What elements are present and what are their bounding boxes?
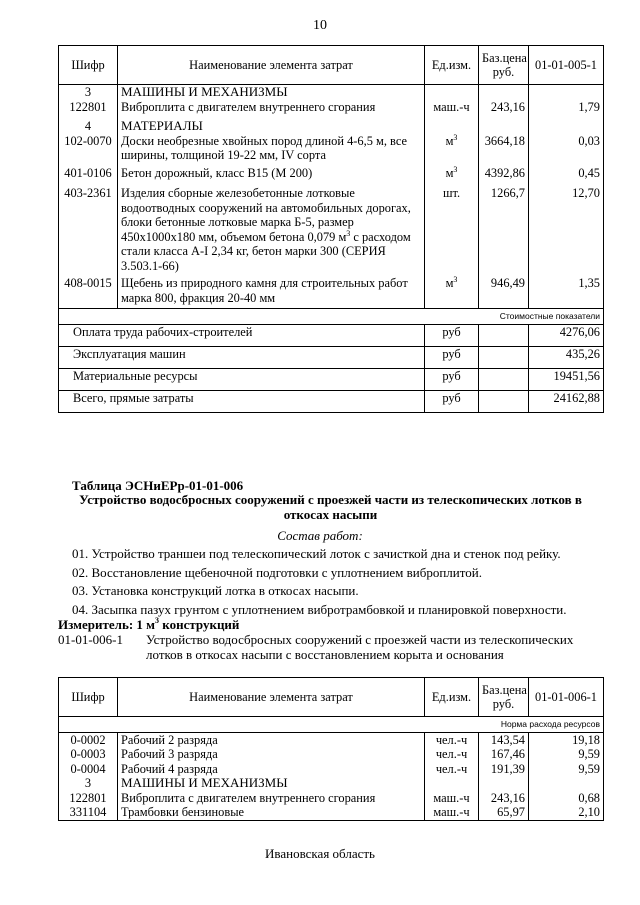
resource-quantity: 19,18: [529, 732, 604, 747]
work-item: 02. Восстановление щебеночной подготовки с уплотнением виброплитой.: [72, 564, 482, 580]
resource-quantity: 12,70: [529, 186, 604, 276]
resource-row: [59, 747, 604, 762]
total-label: Материальные ресурсы: [59, 368, 425, 390]
resource-table-1: [58, 45, 604, 413]
resource-name: Бетон дорожный, класс В15 (М 200): [118, 166, 425, 187]
empty-cell: [479, 776, 529, 791]
col-unit-header: Ед.изм.: [425, 46, 479, 85]
resource-unit: $м^3$: [425, 134, 479, 166]
work-item: 01. Устройство траншеи под телескопический лоток с зачисткой дна и стенок под рейку.: [72, 546, 561, 561]
band-label: Норма расхода ресурсов: [59, 717, 604, 733]
resource-price: 65,97: [479, 805, 529, 820]
resource-row: [59, 762, 604, 777]
empty-cell: [479, 390, 529, 412]
section-name: МАТЕРИАЛЫ: [118, 119, 425, 134]
total-unit: руб: [425, 390, 479, 412]
works-list: [72, 545, 567, 619]
resource-code: 122801: [59, 791, 118, 806]
empty-cell: [479, 368, 529, 390]
resource-row: [59, 276, 604, 309]
col-id-header: 01-01-005-1: [529, 46, 604, 85]
total-label: Эксплуатация машин: [59, 346, 425, 368]
norm-band: [59, 717, 604, 733]
resource-quantity: 1,35: [529, 276, 604, 309]
resource-code: 408-0015: [59, 276, 118, 309]
col-price-header: Баз.цена руб.: [479, 46, 529, 85]
resource-row: [59, 186, 604, 276]
resource-name: Рабочий 4 разряда: [118, 762, 425, 777]
total-value: 19451,56: [529, 368, 604, 390]
resource-quantity: 9,59: [529, 762, 604, 777]
section-row: [59, 776, 604, 791]
total-unit: руб: [425, 346, 479, 368]
col-unit-header: Ед.изм.: [425, 678, 479, 717]
table-header: [59, 678, 604, 717]
empty-cell: [479, 324, 529, 346]
empty-cell: [425, 85, 479, 100]
total-label: Всего, прямые затраты: [59, 390, 425, 412]
resource-code: 0-0004: [59, 762, 118, 777]
resource-quantity: 9,59: [529, 747, 604, 762]
table-header: [59, 46, 604, 85]
col-name-header: Наименование элемента затрат: [118, 46, 425, 85]
resource-row: [59, 732, 604, 747]
section-code: 3: [59, 85, 118, 100]
total-value: 435,26: [529, 346, 604, 368]
total-row: [59, 368, 604, 390]
resource-code: 331104: [59, 805, 118, 820]
resource-table-2: [58, 677, 604, 821]
section-name: МАШИНЫ И МЕХАНИЗМЫ: [118, 776, 425, 791]
resource-price: 3664,18: [479, 134, 529, 166]
resource-unit: маш.-ч: [425, 805, 479, 820]
col-code-header: Шифр: [59, 678, 118, 717]
resource-price: 143,54: [479, 732, 529, 747]
resource-unit: шт.: [425, 186, 479, 276]
resource-name: Трамбовки бензиновые: [118, 805, 425, 820]
resource-quantity: 1,79: [529, 100, 604, 120]
section-code: 3: [59, 776, 118, 791]
empty-cell: [479, 346, 529, 368]
resource-unit: чел.-ч: [425, 732, 479, 747]
cost-indicators-band: [59, 309, 604, 325]
table-title: Таблица ЭСНиЕРр-01-01-006: [72, 478, 244, 493]
total-unit: руб: [425, 324, 479, 346]
empty-cell: [529, 776, 604, 791]
total-unit: руб: [425, 368, 479, 390]
resource-code: 122801: [59, 100, 118, 120]
section-title: Устройство водосбросных сооружений с проезжей части из телескопических лотков в откосах насыпи: [79, 492, 582, 522]
resource-unit: $м^3$: [425, 276, 479, 309]
resource-name: Щебень из природного камня для строительных работ марка 800, фракция 20-40 мм: [118, 276, 425, 309]
col-code-header: Шифр: [59, 46, 118, 85]
col-name-header: Наименование элемента затрат: [118, 678, 425, 717]
total-label: Оплата труда рабочих-строителей: [59, 324, 425, 346]
resource-row: [59, 791, 604, 806]
norm-description: Устройство водосбросных сооружений с проезжей части из телескопических лотков в откосах насыпи с восстановлением корыта и основания: [146, 632, 574, 662]
resource-row: [59, 134, 604, 166]
total-row: [59, 346, 604, 368]
total-row: [59, 324, 604, 346]
empty-cell: [479, 85, 529, 100]
resource-row: [59, 805, 604, 820]
resource-price: 167,46: [479, 747, 529, 762]
work-item: 04. Засыпка пазух грунтом с уплотнением вибротрамбовкой и планировкой поверхности.: [72, 601, 567, 617]
resource-code: 401-0106: [59, 166, 118, 187]
resource-unit: маш.-ч: [425, 100, 479, 120]
norm-code: 01-01-006-1: [58, 632, 123, 647]
empty-cell: [479, 119, 529, 134]
resource-quantity: 0,68: [529, 791, 604, 806]
resource-name: Изделия сборные железобетонные лотковые водоотводных сооружений на автомобильных дорогах, блоки бетонные лотковые марка Б-5, размер 450х1000х180 мм, объемом бетона 0,079 $м^3$ с расходом стали класса А-I 2,34 кг, бетон марки 300 (СЕРИЯ 3.503.1-66): [118, 186, 425, 276]
resource-price: 243,16: [479, 791, 529, 806]
resource-price: 1266,7: [479, 186, 529, 276]
resource-unit: $м^3$: [425, 166, 479, 187]
empty-cell: [529, 85, 604, 100]
empty-cell: [529, 119, 604, 134]
resource-price: 243,16: [479, 100, 529, 120]
resource-row: [59, 166, 604, 187]
resource-unit: чел.-ч: [425, 747, 479, 762]
resource-price: 191,39: [479, 762, 529, 777]
resource-name: Доски необрезные хвойных пород длиной 4-6,5 м, все ширины, толщиной 19-22 мм, IV сорта: [118, 134, 425, 166]
total-value: 4276,06: [529, 324, 604, 346]
measure-unit: Измеритель: 1 $м^3$ конструкций: [58, 616, 240, 632]
resource-code: 102-0070: [59, 134, 118, 166]
resource-name: Виброплита с двигателем внутреннего сгорания: [118, 791, 425, 806]
resource-code: 0-0003: [59, 747, 118, 762]
col-price-header: Баз.цена руб.: [479, 678, 529, 717]
resource-quantity: 2,10: [529, 805, 604, 820]
section-row: [59, 119, 604, 134]
section-row: [59, 85, 604, 100]
resource-quantity: 0,03: [529, 134, 604, 166]
resource-code: 0-0002: [59, 732, 118, 747]
resource-price: 946,49: [479, 276, 529, 309]
resource-unit: маш.-ч: [425, 791, 479, 806]
page-number: 10: [313, 18, 327, 33]
work-item: 03. Установка конструкций лотка в откосах насыпи.: [72, 583, 359, 598]
empty-cell: [425, 776, 479, 791]
total-value: 24162,88: [529, 390, 604, 412]
resource-price: 4392,86: [479, 166, 529, 187]
col-id-header: 01-01-006-1: [529, 678, 604, 717]
total-row: [59, 390, 604, 412]
resource-quantity: 0,45: [529, 166, 604, 187]
resource-row: [59, 100, 604, 120]
section-code: 4: [59, 119, 118, 134]
resource-name: Рабочий 2 разряда: [118, 732, 425, 747]
band-label: Стоимостные показатели: [59, 309, 604, 325]
resource-unit: чел.-ч: [425, 762, 479, 777]
resource-name: Рабочий 3 разряда: [118, 747, 425, 762]
empty-cell: [425, 119, 479, 134]
resource-code: 403-2361: [59, 186, 118, 276]
resource-name: Виброплита с двигателем внутреннего сгорания: [118, 100, 425, 120]
footer-region: Ивановская область: [265, 846, 375, 861]
section-name: МАШИНЫ И МЕХАНИЗМЫ: [118, 85, 425, 100]
works-heading: Состав работ:: [277, 528, 363, 543]
